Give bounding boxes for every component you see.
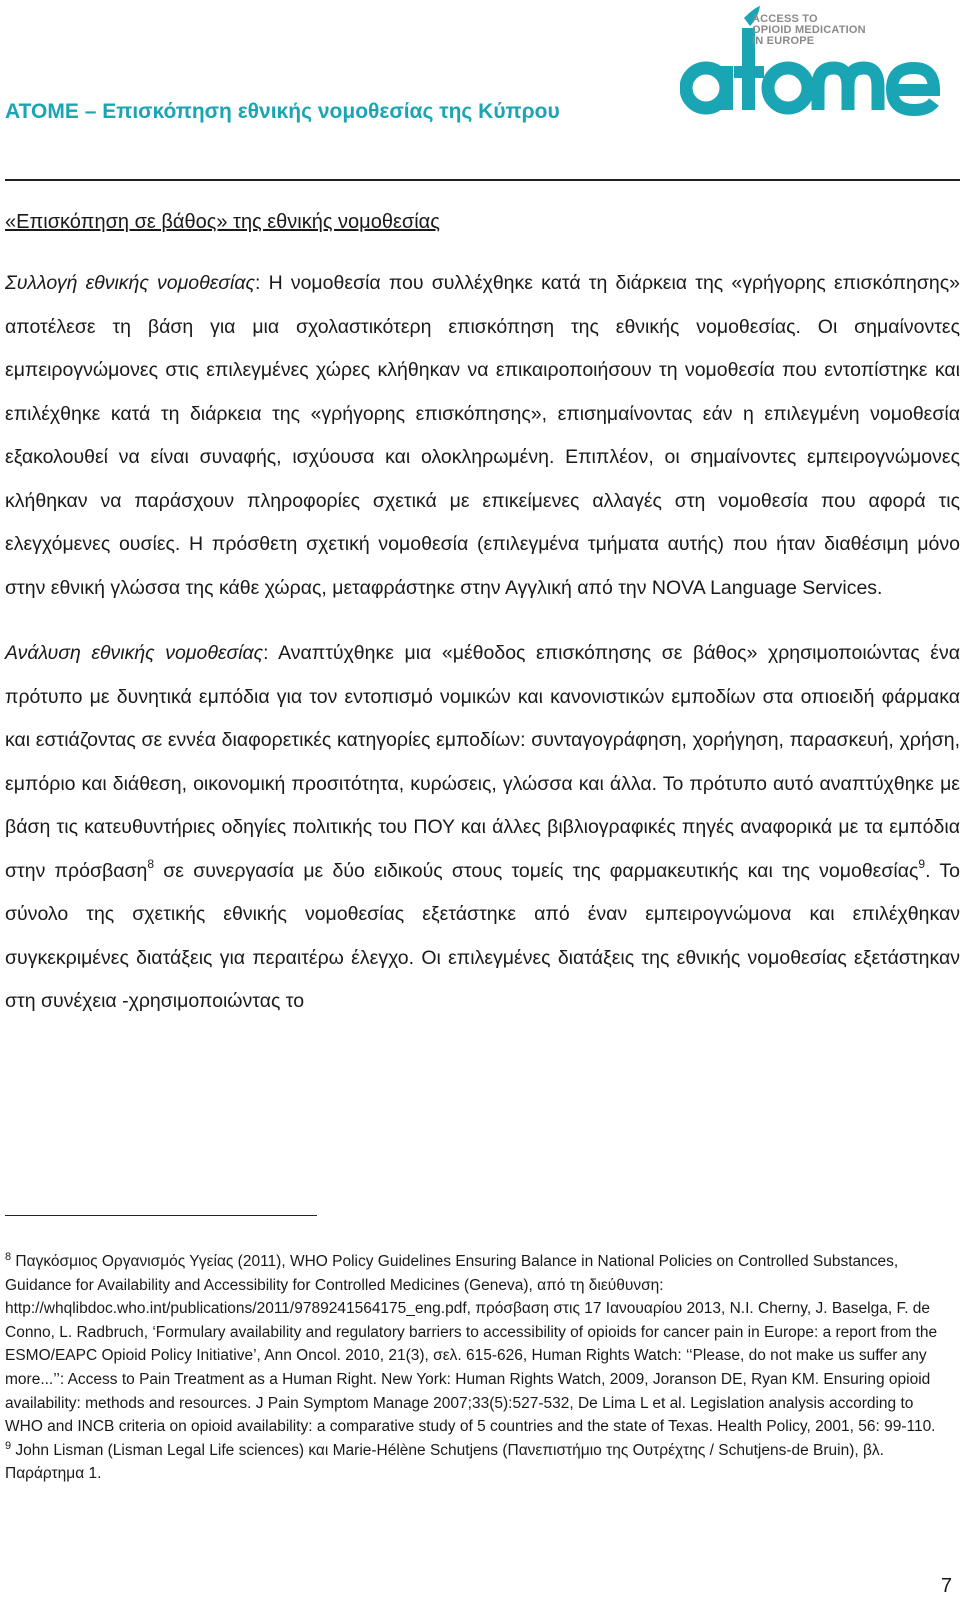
- atome-logo: [680, 4, 956, 120]
- logo-tagline: ACCESS TO OPIOID MEDICATION IN EUROPE: [752, 13, 866, 47]
- footnote-text: Παγκόσμιος Οργανισμός Υγείας (2011), WHO Policy Guidelines Ensuring Balance in National Policies on Controlled Substances, Guidance for Availability and Accessibility for Controlled Medicines (Geneva), από τη διεύθυνση: http://whqlibdoc.who.int/publications/2011/9789241564175_eng.pdf, πρόσβαση στις 17 Ιανουαρίου 2013, N.I. Cherny, J. Baselga, F. de Conno, L. Radbruch, ‘Formulary availability and regulatory barriers to accessibility of opioids for cancer pain in Europe: a report from the ESMO/EAPC Opioid Policy Initiative’, Ann Oncol. 2010, 21(3), σελ. 615-626, Human Rights Watch: ‘‘Please, do not make us suffer any more...’’: Access to Pain Treatment as a Human Right. New York: Human Rights Watch, 2009, Joranson DE, Ryan KM. Ensuring opioid availability: methods and resources. J Pain Symptom Manage 2007;33(5):527-532, De Lima L et al. Legislation analysis according to WHO and INCB criteria on opioid availability: a comparative study of 5 countries and the state of Texas. Health Policy, 2001, 56: 99-110.: [5, 1253, 938, 1436]
- page-number: 7: [940, 1575, 952, 1597]
- footnote-text: John Lisman (Lisman Legal Life sciences) και Marie-Hélène Schutjens (Πανεπιστήμιο της Ουτρέχτης / Schutjens-de Bruin), βλ. Παράρτημα 1.: [5, 1441, 884, 1483]
- paragraph-collection: [5, 262, 960, 610]
- footnote-item: [5, 1250, 940, 1439]
- paragraph-analysis: [5, 632, 960, 1024]
- paragraph-text: . Το σύνολο της σχετικής εθνικής νομοθεσίας εξετάστηκε από έναν εμπειρογνώμονα και επιλέχθηκαν συγκεκριμένες διατάξεις για περαιτέρω έλεγχο. Οι επιλεγμένες διατάξεις της εθνικής νομοθεσίας εξετάστηκαν στη συνέχεια -χρησιμοποιώντας το: [5, 859, 960, 1012]
- paragraph-label: Ανάλυση εθνικής νομοθεσίας: [5, 642, 264, 664]
- header-title: ATOME – Επισκόπηση εθνικής νομοθεσίας της Κύπρου: [5, 100, 560, 123]
- paragraph-text: : Η νομοθεσία που συλλέχθηκε κατά τη διάρκεια της «γρήγορης επισκόπησης» αποτέλεσε τη βάση για μια σχολαστικότερη επισκόπηση της εθνικής νομοθεσίας. Οι σημαίνοντες εμπειρογνώμονες στις επιλεγμένες χώρες κλήθηκαν να επικαιροποιήσουν τη νομοθεσία που εντοπίστηκε και επιλέχθηκε κατά τη διάρκεια της «γρήγορης επισκόπησης», επισημαίνοντας εάν η επιλεγμένη νομοθεσία εξακολουθεί να είναι συναφής, ισχύουσα και ολοκληρωμένη. Επιπλέον, οι σημαίνοντες εμπειρογνώμονες κλήθηκαν να παράσχουν πληροφορίες σχετικά με επικείμενες αλλαγές στη νομοθεσία που αφορά τις ελεγχόμενες ουσίες. Η πρόσθετη σχετική νομοθεσία (επιλεγμένα τμήματα αυτής) που ήταν διαθέσιμη μόνο στην εθνική γλώσσα της κάθε χώρας, μεταφράστηκε στην Αγγλική από την NOVA Language Services.: [5, 272, 960, 599]
- page-header: [0, 0, 960, 190]
- footnote-number: 9: [5, 1439, 12, 1452]
- paragraph-text: σε συνεργασία με δύο ειδικούς στους τομείς της φαρμακευτικής και της νομοθεσίας: [154, 859, 919, 882]
- footnotes: [5, 1250, 940, 1486]
- paragraph-label: Συλλογή εθνικής νομοθεσίας: [5, 272, 255, 294]
- footnote-item: [5, 1439, 940, 1486]
- footnote-ref[interactable]: 8: [147, 856, 155, 871]
- main-content: [5, 204, 960, 1024]
- paragraph-text: : Αναπτύχθηκε μια «μέθοδος επισκόπησης σε βάθος» χρησιμοποιώντας ένα πρότυπο με δυνητικά εμπόδια για τον εντοπισμό νομικών και κανονιστικών εμποδίων στα οπιοειδή φάρμακα και εστιάζοντας σε εννέα διαφορετικές κατηγορίες εμποδίων: συνταγογράφηση, χορήγηση, παρασκευή, χρήση, εμπόριο και διάθεση, οικονομική προσιτότητα, κυρώσεις, γλώσσα και άλλα. Το πρότυπο αυτό αναπτύχθηκε με βάση τις κατευθυντήριες οδηγίες πολιτικής του ΠΟΥ και άλλες βιβλιογραφικές πηγές αναφορικά με τα εμπόδια στην πρόσβαση: [5, 642, 960, 882]
- footnote-number: 8: [5, 1251, 12, 1263]
- footnote-ref[interactable]: 9: [918, 856, 926, 871]
- footnote-divider: [5, 1215, 317, 1216]
- section-heading: «Επισκόπηση σε βάθος» της εθνικής νομοθεσίας: [5, 211, 440, 233]
- header-divider: [5, 179, 960, 181]
